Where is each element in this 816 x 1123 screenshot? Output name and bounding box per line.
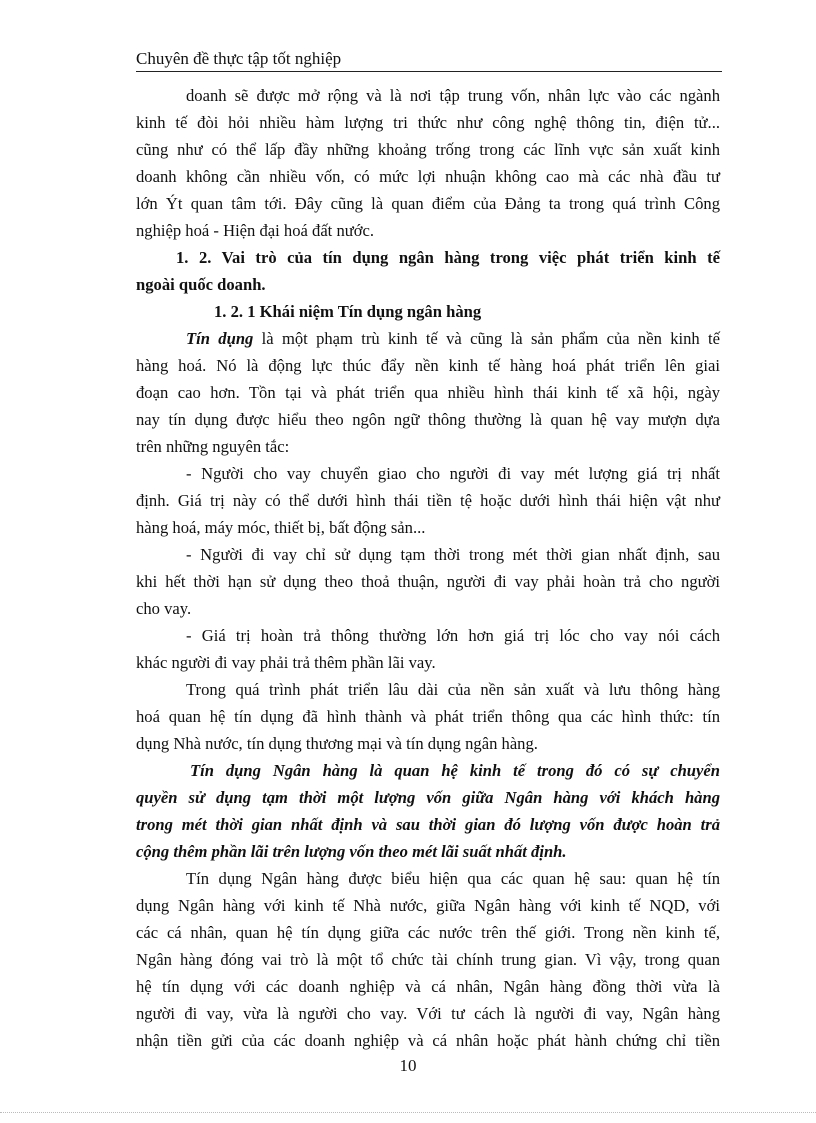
text-line: hệ tín dụng với các doanh nghiệp và cá nhân, Ngân hàng đồng thời vừa là — [136, 977, 720, 996]
text-line: doanh sẽ được mở rộng và là nơi tập trung vốn, nhân lực vào các ngành — [186, 86, 720, 105]
bullet-line: hàng hoá, máy móc, thiết bị, bất động sản... — [136, 518, 426, 537]
page-header: Chuyên đề thực tập tốt nghiệp — [136, 48, 722, 72]
text-line: cũng như có thể lấp đầy những khoảng trống trong các lĩnh vực sản xuất kinh — [136, 140, 720, 159]
bullet-line: khác người đi vay phải trả thêm phần lãi vay. — [136, 653, 436, 672]
emphasis-line: trong mét thời gian nhất định và sau thời gian đó lượng vốn được hoàn trả — [136, 815, 720, 834]
text-line: các cá nhân, quan hệ tín dụng giữa các nước trên thế giới. Trong nền kinh tế, — [136, 923, 720, 942]
text-line: Trong quá trình phát triển lâu dài của nền sản xuất và lưu thông hàng — [186, 680, 720, 699]
text-line: người đi vay, vừa là người cho vay. Với tư cách là người đi vay, Ngân hàng — [136, 1004, 720, 1023]
bullet-line: - Người đi vay chỉ sử dụng tạm thời trong mét thời gian nhất định, sau — [186, 545, 720, 564]
text-line: hàng hoá. Nó là động lực thúc đẩy nền kinh tế hàng hoá phát triển lên giai — [136, 356, 720, 375]
bullet-line: - Người cho vay chuyển giao cho người đi vay mét lượng giá trị nhất — [186, 464, 720, 483]
defined-term: Tín dụng — [186, 329, 254, 348]
page-bottom-divider — [0, 1112, 816, 1113]
section-heading: ngoài quốc doanh. — [136, 275, 266, 294]
text-line: nhận tiền gửi của các doanh nghiệp và cá nhân hoặc phát hành chứng chỉ tiền — [136, 1031, 720, 1050]
text-line: trên những nguyên tắc: — [136, 437, 290, 456]
text-line: Ngân hàng đóng vai trò là một tổ chức tài chính trung gian. Vì vậy, trong quan — [136, 950, 720, 969]
text-line: Tín dụng Ngân hàng được biểu hiện qua các quan hệ sau: quan hệ tín — [186, 869, 720, 888]
emphasis-line: quyền sử dụng tạm thời một lượng vốn giữa Ngân hàng với khách hàng — [136, 788, 720, 807]
text-line: doanh không cần nhiều vốn, có mức lợi nhuận không cao mà các nhà đầu tư — [136, 167, 720, 186]
text-line: nghiệp hoá - Hiện đại hoá đất nước. — [136, 221, 375, 240]
text-line: lớn Ýt quan tâm tới. Đây cũng là quan điểm của Đảng ta trong quá trình Công — [136, 194, 720, 213]
text-line: đoạn cao hơn. Tồn tại và phát triển qua nhiều hình thái kinh tế xã hội, ngày — [136, 383, 720, 402]
text-span: là một phạm trù kinh tế và cũng là sản phẩm của nền kinh tế — [253, 329, 720, 348]
text-line: dụng Ngân hàng với kinh tế Nhà nước, giữa Ngân hàng với kinh tế NQD, với — [136, 896, 720, 915]
emphasis-line: Tín dụng Ngân hàng là quan hệ kinh tế trong đó có sự chuyển — [190, 761, 720, 780]
page-number: 10 — [399, 1056, 417, 1075]
section-heading: 1. 2. Vai trò của tín dụng ngân hàng trong việc phát triển kinh tế — [176, 248, 720, 267]
bullet-line: định. Giá trị này có thể dưới hình thái tiền tệ hoặc dưới hình thái hiện vật như — [136, 491, 720, 510]
text-line — [186, 327, 720, 351]
emphasis-line: cộng thêm phần lãi trên lượng vốn theo mét lãi suất nhất định. — [136, 842, 567, 861]
bullet-line: - Giá trị hoàn trả thông thường lớn hơn giá trị lóc cho vay nói cách — [186, 626, 720, 645]
text-line: kinh tế đòi hỏi nhiều hàm lượng tri thức như công nghệ thông tin, điện tử... — [136, 113, 720, 132]
text-line: hoá quan hệ tín dụng đã hình thành và phát triển thông qua các hình thức: tín — [136, 707, 720, 726]
bullet-line: cho vay. — [136, 599, 192, 618]
bullet-line: khi hết thời hạn sử dụng theo thoả thuận, người đi vay phải hoàn trả cho người — [136, 572, 720, 591]
text-line: dụng Nhà nước, tín dụng thương mại và tín dụng ngân hàng. — [136, 734, 538, 753]
subsection-heading: 1. 2. 1 Khái niệm Tín dụng ngân hàng — [214, 302, 482, 321]
text-line: nay tín dụng được hiểu theo ngôn ngữ thông thường là quan hệ vay mượn dựa — [136, 410, 720, 429]
